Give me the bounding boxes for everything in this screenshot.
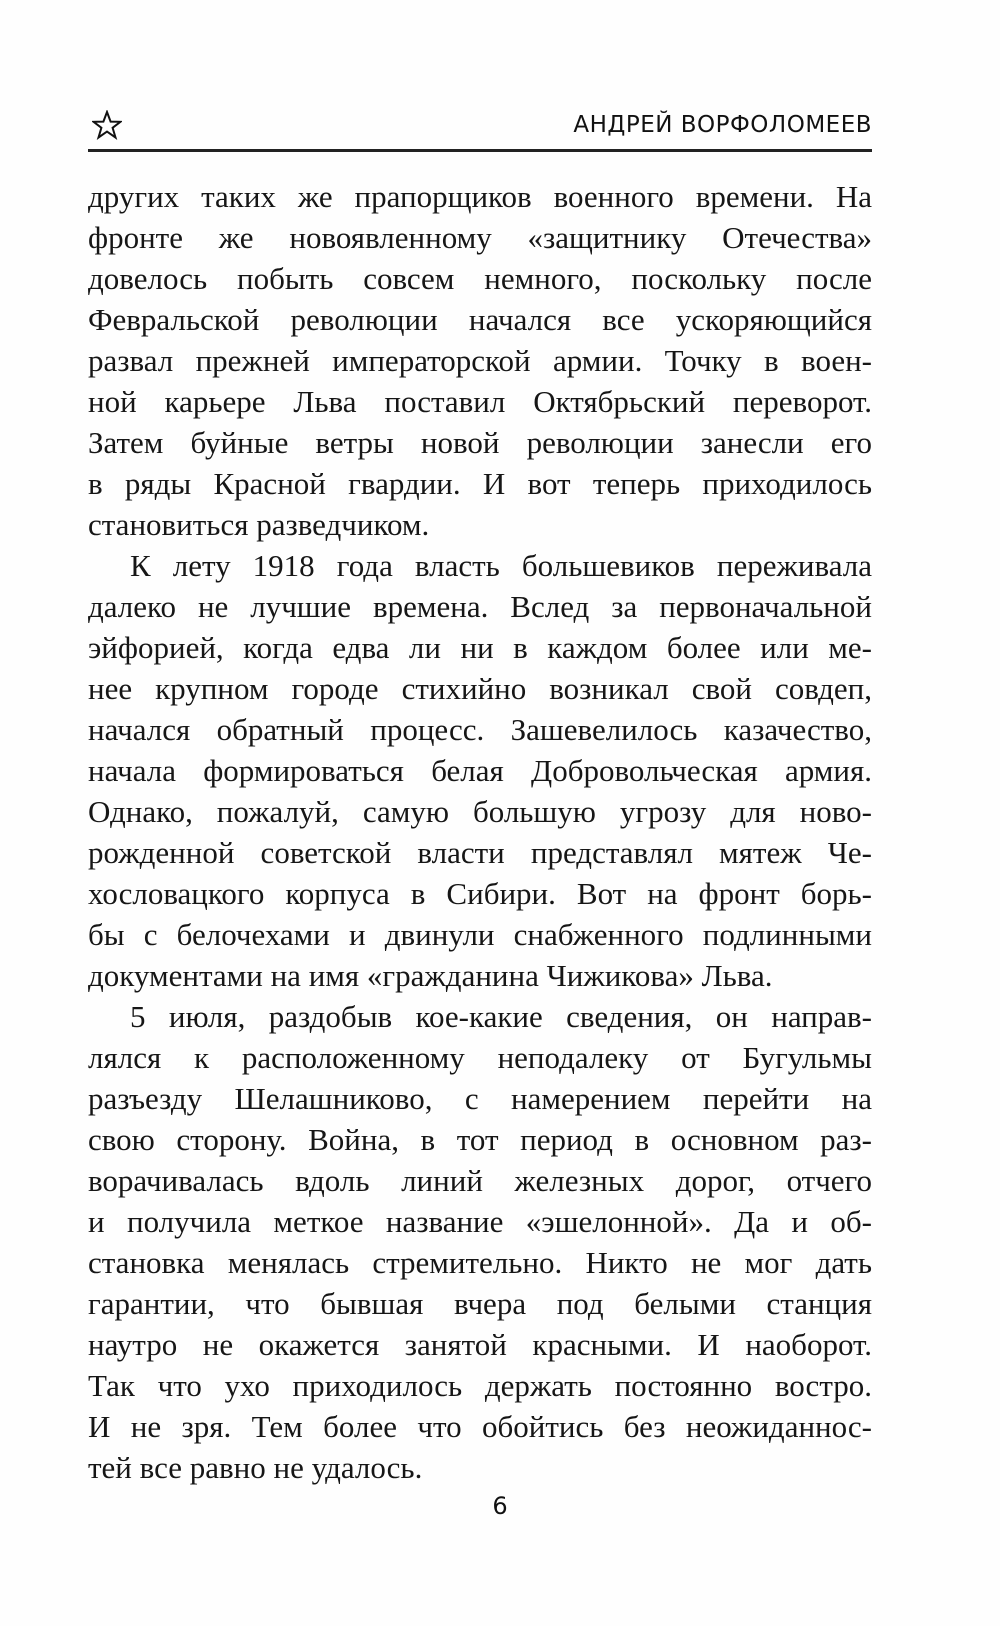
text-line: лялся к расположенному неподалеку от Бугульмы: [88, 1040, 872, 1075]
running-head-author: АНДРЕЙ ВОРФОЛОМЕЕВ: [573, 112, 872, 138]
text-line: ной карьере Льва поставил Октябрьский переворот.: [88, 384, 872, 419]
header-divider: [88, 149, 872, 152]
text-line: развал прежней императорской армии. Точку в воен-: [88, 343, 872, 378]
text-line: довелось побыть совсем немного, поскольку после: [88, 261, 872, 296]
paragraph-first-line: 5 июля, раздобыв кое-какие сведения, он направ-: [130, 999, 872, 1034]
text-line: других таких же прапорщиков военного времени. На: [88, 179, 872, 214]
text-line: Февральской революции начался все ускоряющийся: [88, 302, 872, 337]
text-line: рожденной советской власти представлял мятеж Че-: [88, 835, 872, 870]
page-number: 6: [492, 1492, 508, 1520]
text-line: свою сторону. Война, в тот период в основном раз-: [88, 1122, 872, 1157]
paragraph-first-line: К лету 1918 года власть большевиков переживала: [130, 548, 872, 583]
text-line: Однако, пожалуй, самую большую угрозу для ново-: [88, 794, 872, 829]
text-line: бы с белочехами и двинули снабженного подлинными: [88, 917, 872, 952]
text-line: наутро не окажется занятой красными. И наоборот.: [88, 1327, 872, 1362]
text-line: ворачивалась вдоль линий железных дорог, отчего: [88, 1163, 872, 1198]
text-line: нее крупном городе стихийно возникал свой совдеп,: [88, 671, 872, 706]
text-line: становиться разведчиком.: [88, 507, 430, 542]
text-line: гарантии, что бывшая вчера под белыми станция: [88, 1286, 872, 1321]
text-line: начался обратный процесс. Зашевелилось казачество,: [88, 712, 872, 747]
text-line: становка менялась стремительно. Никто не мог дать: [88, 1245, 872, 1280]
text-line: начала формироваться белая Добровольческая армия.: [88, 753, 872, 788]
text-line: и получила меткое название «эшелонной». Да и об-: [88, 1204, 872, 1239]
text-line: Затем буйные ветры новой революции занесли его: [88, 425, 872, 460]
text-line: документами на имя «гражданина Чижикова» Льва.: [88, 958, 773, 993]
text-line: в ряды Красной гвардии. И вот теперь приходилось: [88, 466, 872, 501]
text-line: И не зря. Тем более что обойтись без неожиданнос-: [88, 1409, 872, 1444]
text-line: фронте же новоявленному «защитнику Отечества»: [88, 220, 872, 255]
text-line: разъезду Шелашниково, с намерением перейти на: [88, 1081, 872, 1116]
text-line: хословацкого корпуса в Сибири. Вот на фронт борь-: [88, 876, 872, 911]
text-line: Так что ухо приходилось держать постоянно востро.: [88, 1368, 872, 1403]
star-outline-icon: [92, 110, 122, 140]
page-header: [88, 108, 872, 150]
text-line: далеко не лучшие времена. Вслед за первоначальной: [88, 589, 872, 624]
text-line: эйфорией, когда едва ли ни в каждом более или ме-: [88, 630, 872, 665]
text-line: тей все равно не удалось.: [88, 1450, 423, 1485]
